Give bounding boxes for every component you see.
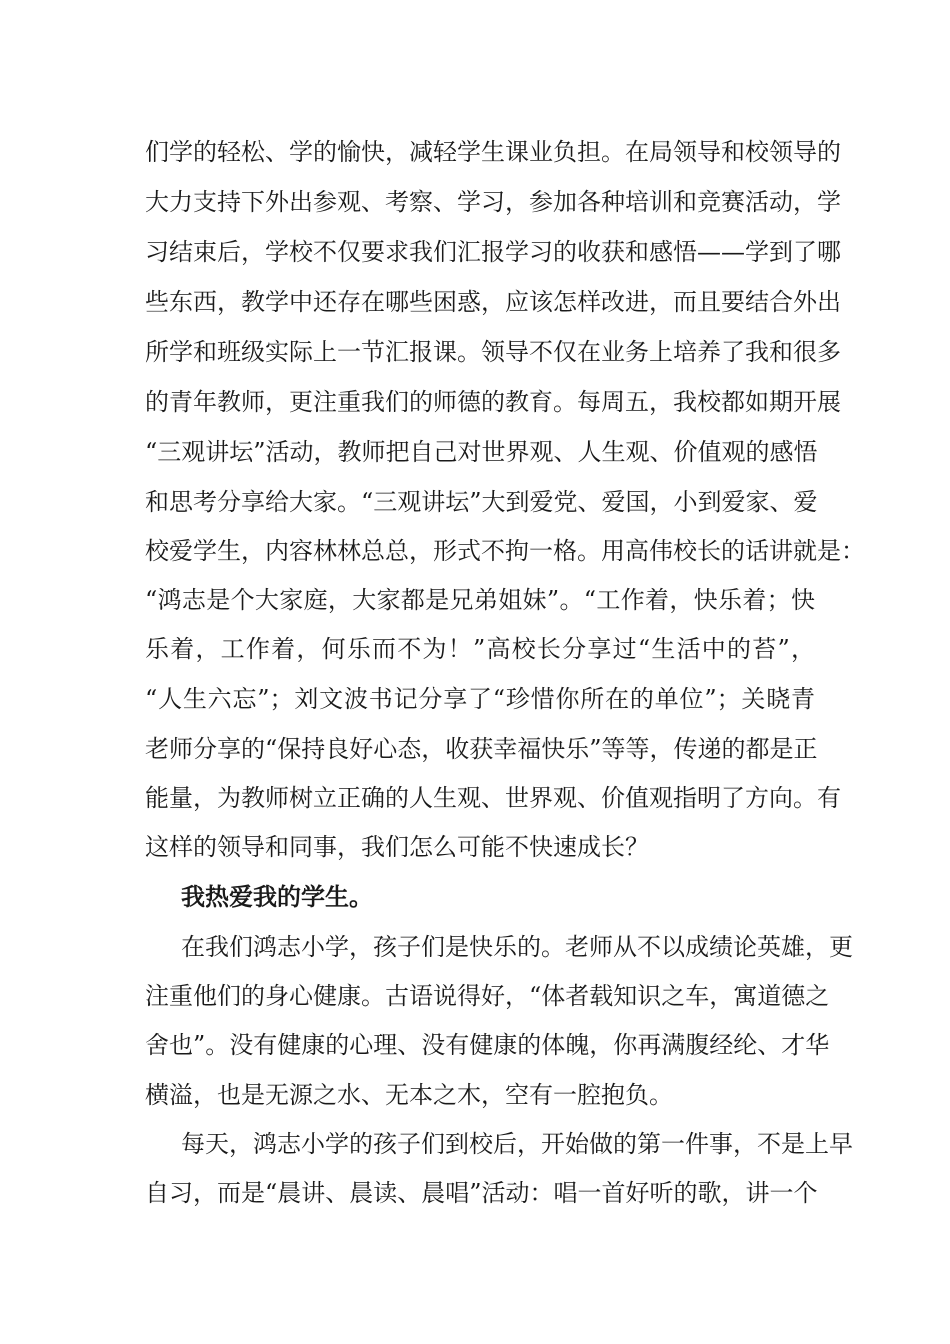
paragraph-first-line: 每天，鸿志小学的孩子们到校后，开始做的第一件事，不是上早 <box>181 1130 853 1158</box>
body-text-line: 这样的领导和同事，我们怎么可能不快速成长？ <box>145 833 649 861</box>
body-text-line: 乐着，工作着，何乐而不为！”高校长分享过“生活中的苔”， <box>145 635 815 663</box>
body-text-line: 舍也”。没有健康的心理、没有健康的体魄，你再满腹经纶、才华 <box>145 1031 830 1059</box>
body-text-line: 和思考分享给大家。“三观讲坛”大到爱党、爱国，小到爱家、爱 <box>145 488 818 516</box>
body-text-line: 横溢，也是无源之水、无本之木，空有一腔抱负。 <box>145 1081 673 1109</box>
body-text-line: 们学的轻松、学的愉快，减轻学生课业负担。在局领导和校领导的 <box>145 138 841 166</box>
body-text-line: “人生六忘”；刘文波书记分享了“珍惜你所在的单位”；关晓青 <box>145 685 815 713</box>
body-text-line: 老师分享的“保持良好心态，收获幸福快乐”等等，传递的都是正 <box>145 735 818 763</box>
body-text-line: 能量，为教师树立正确的人生观、世界观、价值观指明了方向。有 <box>145 784 841 812</box>
body-text-line: 的青年教师，更注重我们的师德的教育。每周五，我校都如期开展 <box>145 388 841 416</box>
paragraph-first-line: 在我们鸿志小学，孩子们是快乐的。老师从不以成绩论英雄，更 <box>181 933 853 961</box>
body-text-line: 所学和班级实际上一节汇报课。领导不仅在业务上培养了我和很多 <box>145 338 841 366</box>
body-text-line: 大力支持下外出参观、考察、学习，参加各种培训和竞赛活动，学 <box>145 188 841 216</box>
body-text-line: 习结束后，学校不仅要求我们汇报学习的收获和感悟——学到了哪 <box>145 238 841 266</box>
body-text-line: 自习，而是“晨讲、晨读、晨唱”活动：唱一首好听的歌，讲一个 <box>145 1179 818 1207</box>
body-text-line: “三观讲坛”活动，教师把自己对世界观、人生观、价值观的感悟 <box>145 438 818 466</box>
body-text-line: 注重他们的身心健康。古语说得好，“体者载知识之车，寓道德之 <box>145 982 830 1010</box>
body-text-line: “鸿志是个大家庭，大家都是兄弟姐妹”。“工作着，快乐着；快 <box>145 586 815 614</box>
section-heading: 我热爱我的学生。 <box>181 883 373 911</box>
body-text-line: 些东西，教学中还存在哪些困惑，应该怎样改进，而且要结合外出 <box>145 288 841 316</box>
body-text-line: 校爱学生，内容林林总总，形式不拘一格。用高伟校长的话讲就是： <box>145 537 865 565</box>
